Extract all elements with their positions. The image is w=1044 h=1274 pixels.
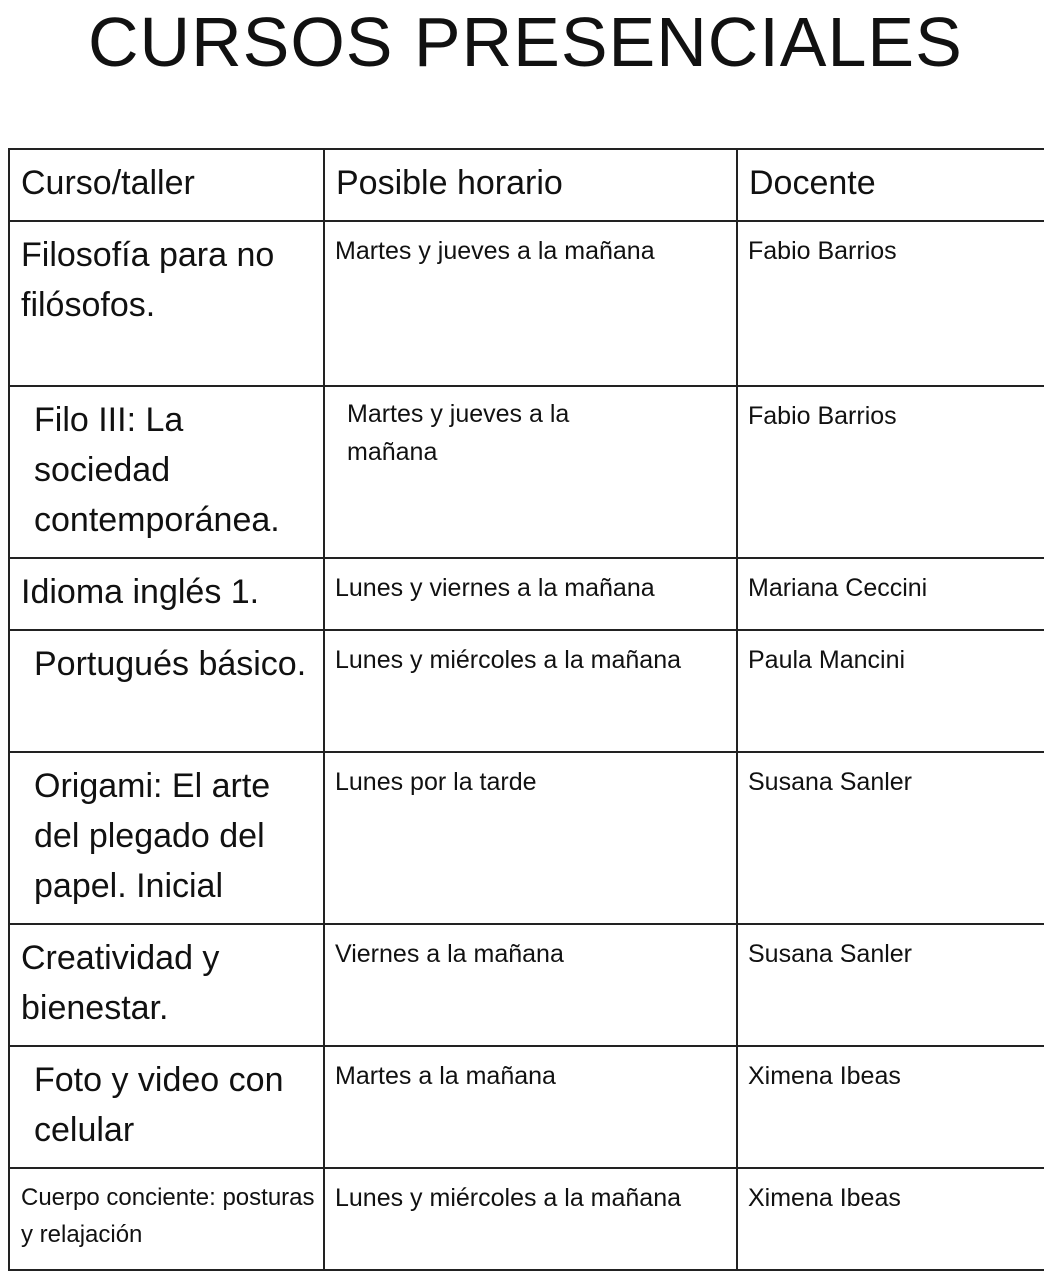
course-teacher: Paula Mancini (748, 646, 906, 674)
course-schedule: Viernes a la mañana (335, 940, 564, 968)
table-header-row (9, 149, 1044, 221)
course-teacher: Fabio Barrios (748, 237, 897, 265)
table-row (9, 1046, 1044, 1168)
course-schedule: Martes y jueves a la mañana (335, 237, 655, 265)
table-row (9, 630, 1044, 752)
course-name: Filosofía para no filósofos. (21, 236, 275, 324)
course-teacher: Susana Sanler (748, 768, 913, 796)
page-title: CURSOS PRESENCIALES (88, 3, 963, 81)
course-schedule: Lunes por la tarde (335, 768, 537, 796)
course-name: Filo III: La sociedad contemporánea. (34, 401, 280, 539)
column-header-teacher: Docente (749, 164, 876, 202)
table-row (9, 1168, 1044, 1270)
table-row (9, 924, 1044, 1046)
table-row (9, 558, 1044, 630)
course-teacher: Ximena Ibeas (748, 1062, 901, 1090)
course-schedule: Lunes y viernes a la mañana (335, 574, 655, 602)
course-name: Foto y video con celular (34, 1061, 284, 1149)
course-schedule: Lunes y miércoles a la mañana (335, 1184, 682, 1212)
column-header-course: Curso/taller (21, 164, 195, 202)
table-row (9, 386, 1044, 558)
course-teacher: Fabio Barrios (748, 402, 897, 430)
course-teacher: Ximena Ibeas (748, 1184, 901, 1212)
course-name: Origami: El arte del plegado del papel. Inicial (34, 767, 271, 905)
course-name: Creatividad y bienestar. (21, 939, 220, 1027)
course-teacher: Susana Sanler (748, 940, 913, 968)
course-schedule: Lunes y miércoles a la mañana (335, 646, 682, 674)
table-row (9, 221, 1044, 386)
course-name: Portugués básico. (34, 645, 307, 683)
column-header-schedule: Posible horario (336, 164, 563, 202)
course-teacher: Mariana Ceccini (748, 574, 928, 602)
course-schedule: Martes a la mañana (335, 1062, 556, 1090)
course-schedule: Martes y jueves a la mañana (347, 400, 570, 466)
courses-table (8, 148, 1044, 1271)
course-name: Idioma inglés 1. (21, 573, 260, 611)
table-row (9, 752, 1044, 924)
course-name: Cuerpo conciente: posturas y relajación (21, 1184, 315, 1248)
